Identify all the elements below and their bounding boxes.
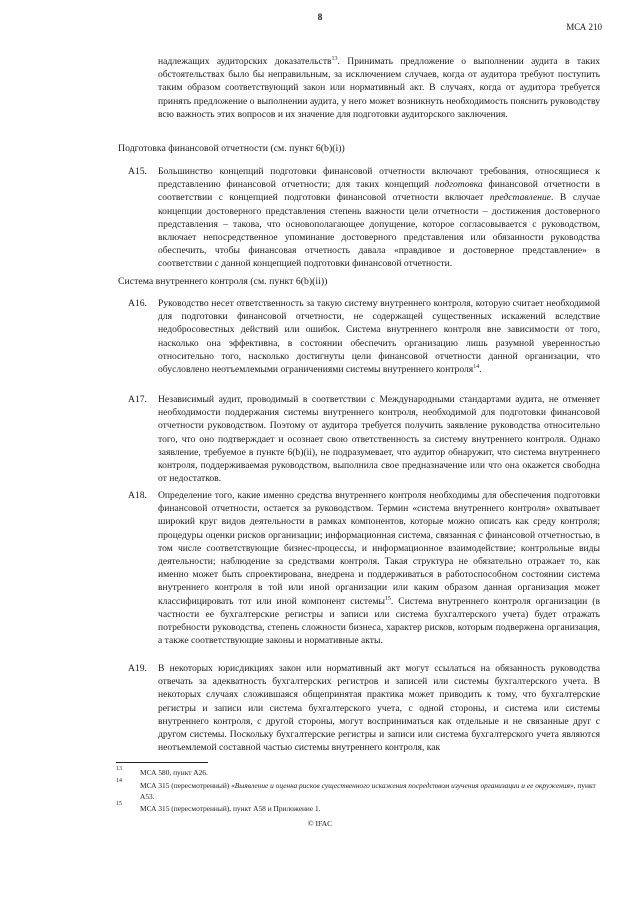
paragraph-number-a19: A19. xyxy=(128,663,147,674)
footnote-number-13: 13 xyxy=(116,766,122,772)
footnote-14-before: МСА 315 (пересмотренный) « xyxy=(140,781,235,790)
page-number: 8 xyxy=(317,13,323,23)
paragraph-number-a18: A18. xyxy=(128,490,147,501)
a15-part-2: финансовой отчетности в соответствии с концепцией подготовки финансовой отчетности включает xyxy=(158,179,600,204)
paragraph-a19: В некоторых юрисдикциях закон или нормативный акт могут ссылаться на обязанность руководства отвечать за адекватность бухгалтерских регистров и записей или системы бухгалтерского учета. В некоторых случаях сложившаяся общепринятая практика может приводить к тому, что бухгалтерские регистры и записи или система бухгалтерского учета, с одной стороны, и система или системы внутреннего контроля, с другой стороны, могут восприниматься как отдельные и не связанные друг с другом системы. Поскольку бухгалтерские регистры и записи или система бухгалтерского учета являются неотъемлемой составной частью системы внутреннего контроля, как xyxy=(158,663,600,754)
a18-end: . Система внутреннего контроля организации (в частности ее бухгалтерские регистры и записи или система бухгалтерского учета) будет отражать потребности руководства, степень сложности бизнеса, характер рисков, которым подвержена организация, а также соответствующие законы и нормативные акты. xyxy=(158,595,600,647)
section-heading-financial-statements: Подготовка финансовой отчетности (см. пункт 6(b)(i)) xyxy=(118,143,345,154)
paragraph-number-a15: A15. xyxy=(128,166,147,177)
footnote-13: МСА 580, пункт A26. xyxy=(140,768,208,777)
paragraph-a17: Независимый аудит, проводимый в соответствии с Международными стандартами аудита, не отменяет необходимости поддержания системы внутреннего контроля, необходимой для подготовки финансовой отчетности руководством. Поэтому от аудитора требуется получить заявление руководства относительно того, что оно подтверждает и осознает свою ответственность за систему внутреннего контроля. Однако заявление, требуемое в пункте 6(b)(ii), не подразумевает, что аудитор обнаружит, что система внутреннего контроля, поддерживаемая руководством, выполнила свое предназначение или что она окажется свободна от недостатков. xyxy=(158,394,600,485)
paragraph-number-a16: A16. xyxy=(128,298,147,309)
footnote-14-title: Выявление и оценка рисков существенного искажения посредством изучения организации и ее окружения xyxy=(234,781,570,790)
footnote-number-15: 15 xyxy=(116,801,122,807)
a15-emphasis-2: представление xyxy=(489,192,552,204)
a15-emphasis-1: подготовка xyxy=(434,179,483,191)
paragraph-a18 xyxy=(158,489,600,647)
a18-text: Определение того, какие именно средства внутреннего контроля необходимы для обеспечения подготовки финансовой отчетности, остается за руководством. Термин «система внутреннего контроля» охватывает широкий круг видов деятельности в рамках компонентов, которые можно описать как среду контроля; процедуры оценки рисков организации; информационная система, связанная с финансовой отчетностью, в том числе соответствующие бизнес-процессы, и информационное взаимодействие; контрольные виды деятельности; наблюдение за средствами контроля. Такая структура не обязательно отражает то, как именно может быть спроектирована, внедрена и поддерживаться в работоспособном состоянии система внутреннего контроля в той или иной организации или каким образом данная организация может классифицировать тот или иной компонент системы xyxy=(158,490,600,607)
standard-code: МСА 210 xyxy=(566,22,602,32)
footnote-15: МСА 315 (пересмотренный), пункт A58 и Приложение 1. xyxy=(140,804,321,813)
footnote-ref-14[interactable]: 14 xyxy=(473,363,480,370)
footnote-14-after: », пункт A53. xyxy=(140,781,596,801)
footnote-ref-15[interactable]: 15 xyxy=(384,595,391,602)
section-heading-internal-control: Система внутреннего контроля (см. пункт 6(b)(ii)) xyxy=(118,276,328,287)
continued-paragraph xyxy=(158,55,600,121)
continued-text-before: надлежащих аудиторских доказательств xyxy=(158,56,332,67)
footnote-14 xyxy=(140,781,600,802)
continued-text-after: . Принимать предложение о выполнении аудита в таких обстоятельствах было бы неправильным, за исключением случаев, когда от аудитора требуют поступить таким образом соответствующий закон или нормативный акт. В случаях, когда от аудитора требуется принять предложение о выполнении аудита, у него может возникнуть необходимость пояснить руководству всю важность этих вопросов и их значение для подготовки аудиторского заключения. xyxy=(158,56,601,120)
a15-part-3: . В случае концепции достоверного представления степень важности цели отчетности – достижения достоверного представления – такова, что основополагающее допущение, которое согласовывается с руководством, включает непосредственное упоминание достоверного представления или обязанности руководства обеспечить, чтобы финансовая отчетность давала «правдивое и достоверное представление» в соответствии с данной концепцией подготовки финансовой отчетности. xyxy=(158,192,601,270)
a16-end: . xyxy=(479,364,482,376)
copyright-footer: © IFAC xyxy=(307,819,333,828)
a15-part-1: Большинство концепций подготовки финансовой отчетности включают требования, относящиеся к представлению финансовой отчетности; для таких концепций xyxy=(158,166,600,191)
paragraph-a16 xyxy=(158,297,600,376)
footnote-number-14: 14 xyxy=(116,778,122,784)
footnote-separator xyxy=(116,762,208,763)
a16-text: Руководство несет ответственность за такую систему внутреннего контроля, которую считает необходимой для подготовки финансовой отчетности, не содержащей существенных искажений вследствие недобросовестных действий или ошибок. Система внутреннего контроля вне зависимости от того, насколько она эффективна, в состоянии обеспечить организацию лишь разумной уверенностью относительно того, насколько достигнуты цели финансовой отчетности данной организации, что обусловлено неотъемлемыми ограничениями системы внутреннего контроля xyxy=(158,298,600,376)
paragraph-number-a17: A17. xyxy=(128,394,147,405)
footnote-ref-13[interactable]: 13 xyxy=(331,55,338,62)
paragraph-a15 xyxy=(158,165,600,271)
